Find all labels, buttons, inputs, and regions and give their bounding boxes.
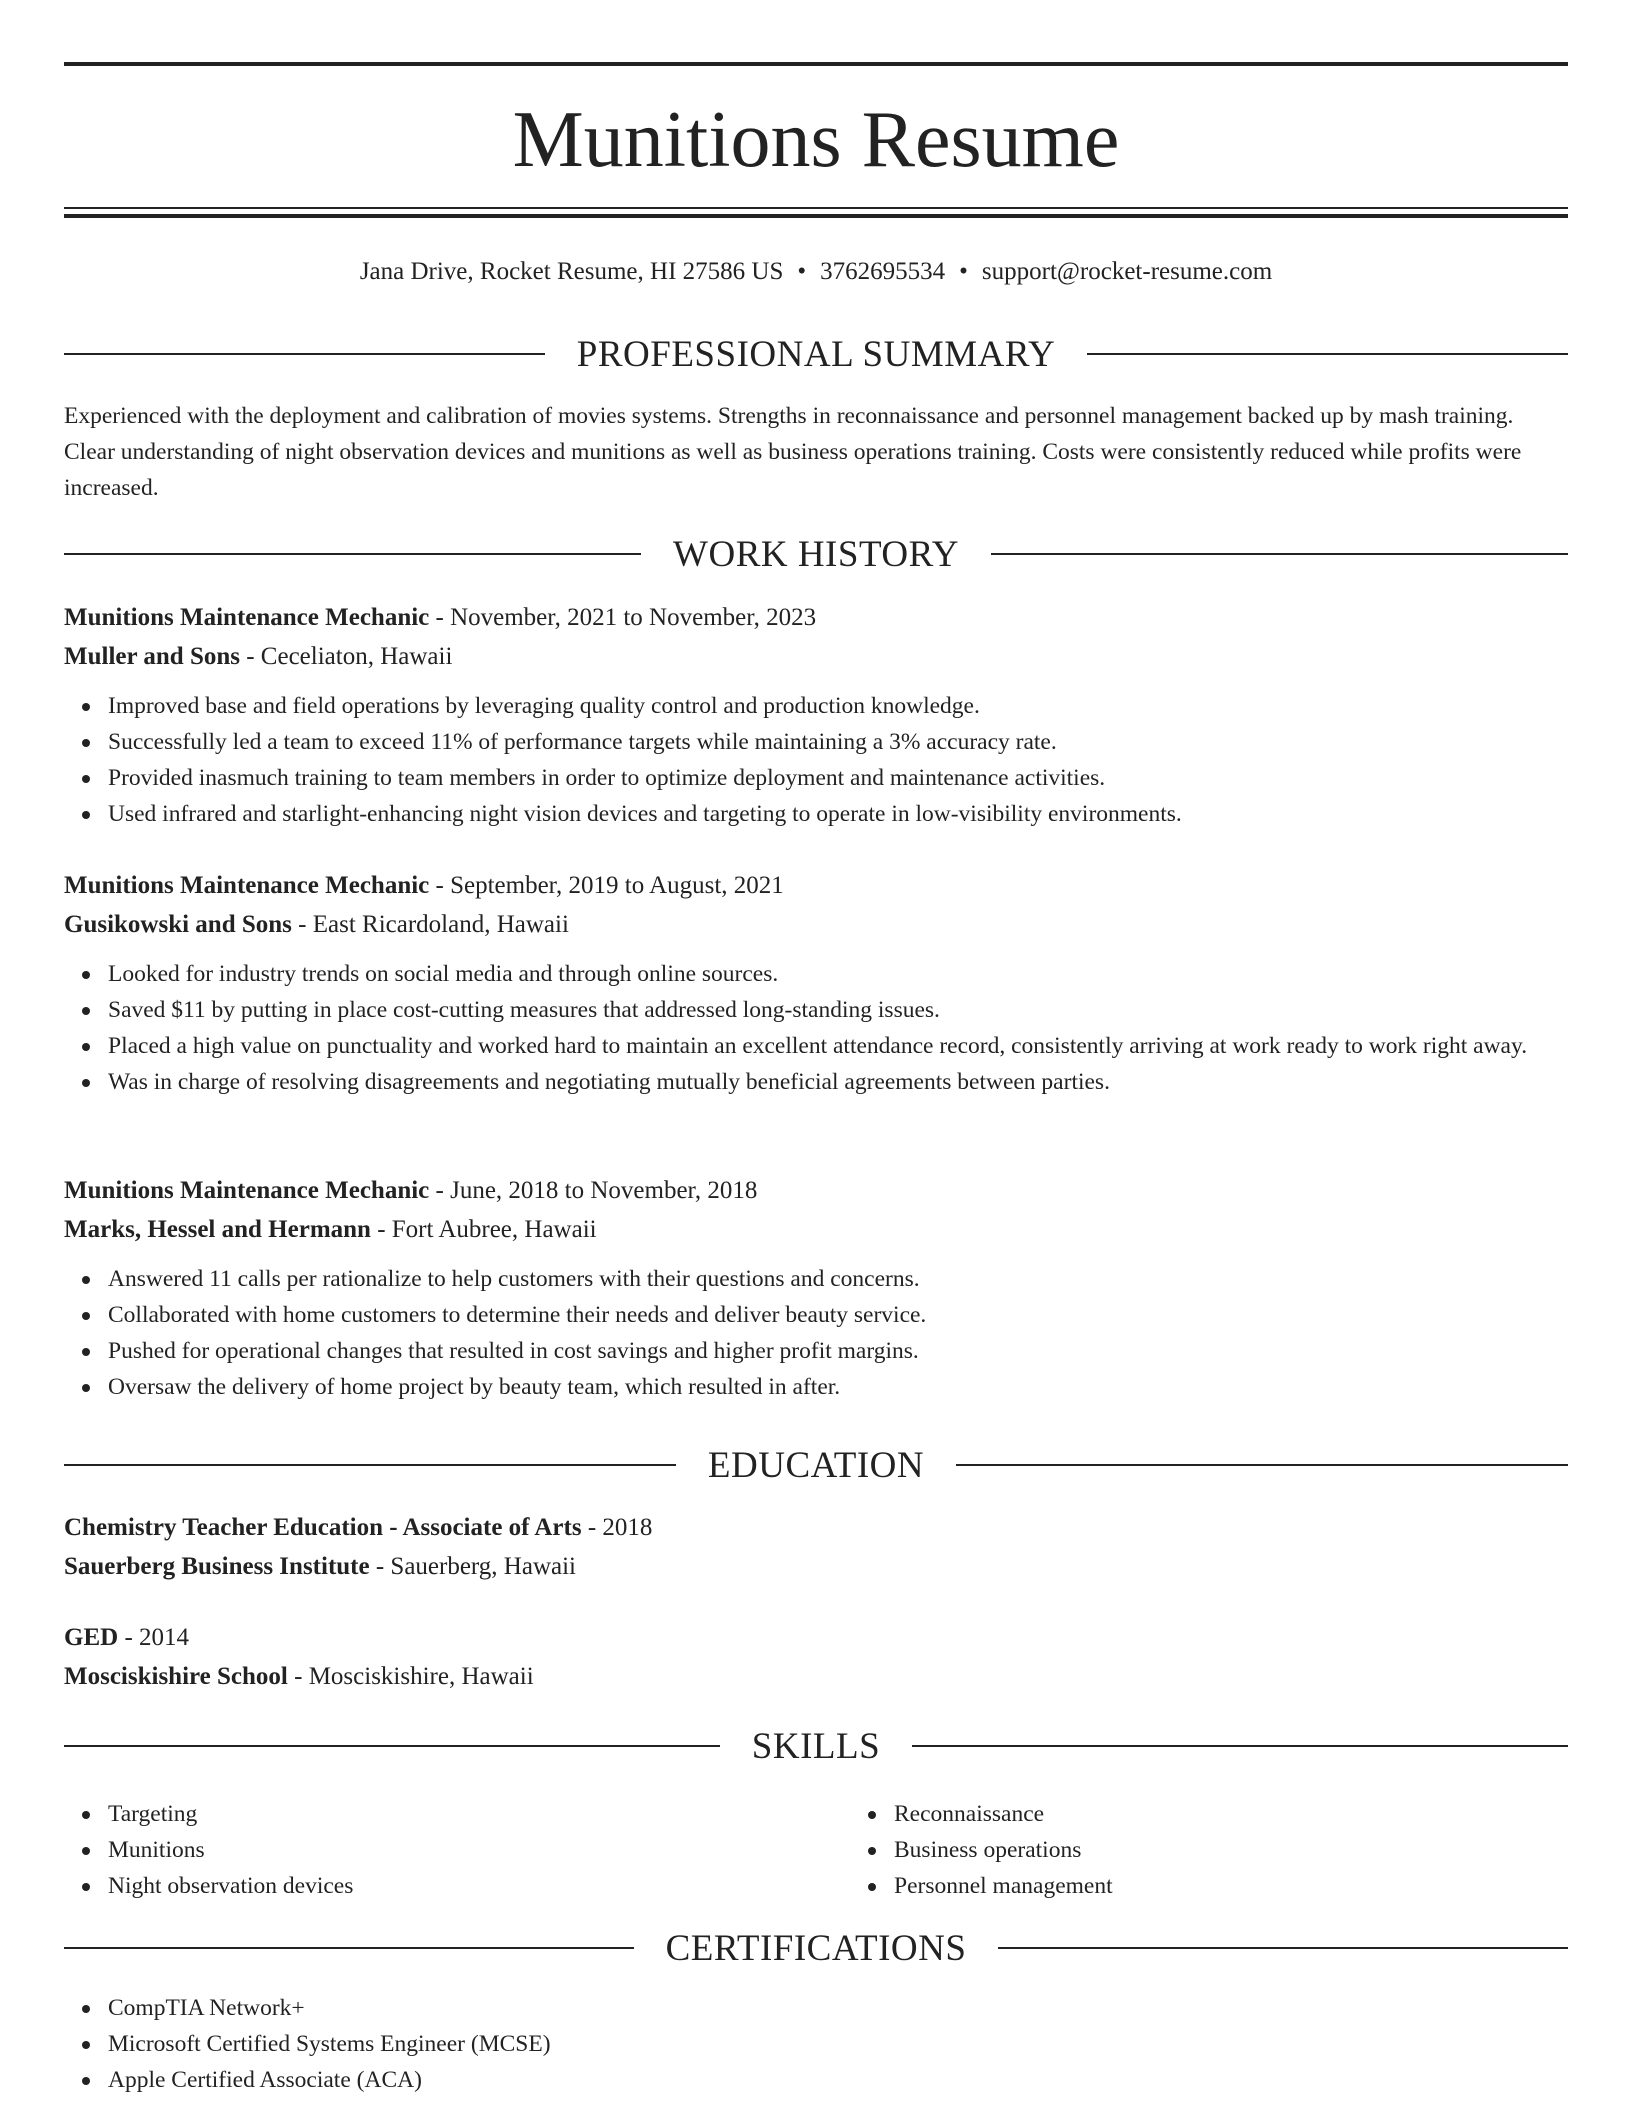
skill-item: Night observation devices <box>108 1868 850 1904</box>
job-location: - Fort Aubree, Hawaii <box>370 1216 597 1243</box>
section-heading-certifications <box>64 1923 1568 1973</box>
degree: Chemistry Teacher Education - Associate of Arts <box>64 1514 582 1541</box>
list-item: Provided inasmuch training to team members in order to optimize deployment and maintenance activities. <box>108 760 1568 796</box>
job-entry <box>64 598 1568 832</box>
job-dates: - June, 2018 to November, 2018 <box>429 1177 758 1204</box>
education-entry <box>64 1508 1568 1586</box>
job-company-line <box>64 1210 1568 1249</box>
section-title: PROFESSIONAL SUMMARY <box>576 333 1056 375</box>
section-title: WORK HISTORY <box>673 533 959 575</box>
degree-line <box>64 1618 1568 1657</box>
resume-title: Munitions Resume <box>512 96 1120 184</box>
skills-list-right <box>850 1796 1632 1904</box>
job-company: Muller and Sons <box>64 643 240 670</box>
skill-item: Munitions <box>108 1832 850 1868</box>
section-heading-summary <box>64 329 1568 379</box>
degree-year: - 2014 <box>118 1624 190 1651</box>
job-title: Munitions Maintenance Mechanic <box>64 872 430 899</box>
list-item: Was in charge of resolving disagreements and negotiating mutually beneficial agreements between parties. <box>108 1064 1568 1100</box>
contact-separator: • <box>797 258 807 285</box>
job-entry <box>64 1171 1568 1405</box>
section-title: SKILLS <box>751 1725 881 1767</box>
divider <box>991 553 1568 555</box>
school-line <box>64 1547 1568 1586</box>
list-item: Saved $11 by putting in place cost-cutting measures that addressed long-standing issues. <box>108 992 1568 1028</box>
section-title: CERTIFICATIONS <box>665 1927 967 1969</box>
list-item: Placed a high value on punctuality and worked hard to maintain an excellent attendance record, consistently arriving at work ready to work right away. <box>108 1028 1568 1064</box>
contact-phone: 3762695534 <box>820 258 946 285</box>
school: Sauerberg Business Institute <box>64 1553 370 1580</box>
skill-item: Targeting <box>108 1796 850 1832</box>
header-rule-upper <box>64 207 1568 209</box>
job-bullets <box>64 956 1568 1100</box>
divider <box>64 1745 720 1747</box>
certification-item: Apple Certified Associate (ACA) <box>108 2062 1568 2098</box>
contact-line <box>64 252 1568 292</box>
summary-paragraph: Experienced with the deployment and calibration of movies systems. Strengths in reconnaissance and personnel management backed up by mash training. Clear understanding of night observation devices and munitions as well as business operations training. Costs were consistently reduced while profits were increased. <box>64 403 1522 501</box>
job-dates: - November, 2021 to November, 2023 <box>429 604 817 631</box>
school: Mosciskishire School <box>64 1663 288 1690</box>
skill-item: Reconnaissance <box>894 1796 1632 1832</box>
job-title: Munitions Maintenance Mechanic <box>64 1177 430 1204</box>
job-entry <box>64 866 1568 1100</box>
job-company: Marks, Hessel and Hermann <box>64 1216 371 1243</box>
contact-separator: • <box>959 258 968 285</box>
certification-item: CompTIA Network+ <box>108 1990 1568 2026</box>
job-dates: - September, 2019 to August, 2021 <box>429 872 784 899</box>
education-entry <box>64 1618 1568 1696</box>
skill-item: Personnel management <box>894 1868 1632 1904</box>
school-line <box>64 1657 1568 1696</box>
header-rule-lower <box>64 214 1568 218</box>
certifications-list <box>64 1990 1568 2098</box>
list-item: Collaborated with home customers to determine their needs and deliver beauty service. <box>108 1297 1568 1333</box>
degree: GED <box>64 1624 119 1651</box>
divider <box>64 1464 676 1466</box>
job-company: Gusikowski and Sons <box>64 911 292 938</box>
divider <box>956 1464 1568 1466</box>
section-heading-work-history <box>64 529 1568 579</box>
contact-email: support@rocket-resume.com <box>981 258 1273 285</box>
job-title-line <box>64 1171 1568 1210</box>
divider <box>64 353 545 355</box>
school-location: - Sauerberg, Hawaii <box>369 1553 577 1580</box>
list-item: Oversaw the delivery of home project by beauty team, which resulted in after. <box>108 1369 1568 1405</box>
job-bullets <box>64 688 1568 832</box>
list-item: Looked for industry trends on social media and through online sources. <box>108 956 1568 992</box>
list-item: Improved base and field operations by leveraging quality control and production knowledge. <box>108 688 1568 724</box>
degree-year: - 2018 <box>581 1514 653 1541</box>
skills-list-left <box>64 1796 850 1904</box>
skills-columns <box>64 1796 1568 1904</box>
certification-item: Microsoft Certified Systems Engineer (MCSE) <box>108 2026 1568 2062</box>
list-item: Successfully led a team to exceed 11% of performance targets while maintaining a 3% accuracy rate. <box>108 724 1568 760</box>
job-title-line <box>64 598 1568 637</box>
school-location: - Mosciskishire, Hawaii <box>287 1663 534 1690</box>
list-item: Pushed for operational changes that resulted in cost savings and higher profit margins. <box>108 1333 1568 1369</box>
header-top-rule <box>64 62 1568 66</box>
divider <box>64 1947 634 1949</box>
divider <box>64 553 641 555</box>
job-location: - Ceceliaton, Hawaii <box>239 643 453 670</box>
job-title-line <box>64 866 1568 905</box>
job-location: - East Ricardoland, Hawaii <box>291 911 569 938</box>
job-bullets <box>64 1261 1568 1405</box>
job-company-line <box>64 905 1568 944</box>
certifications-block <box>64 1990 1568 2098</box>
section-heading-education <box>64 1440 1568 1490</box>
section-title: EDUCATION <box>707 1444 925 1486</box>
list-item: Answered 11 calls per rationalize to help customers with their questions and concerns. <box>108 1261 1568 1297</box>
section-heading-skills <box>64 1721 1568 1771</box>
job-title: Munitions Maintenance Mechanic <box>64 604 430 631</box>
job-company-line <box>64 637 1568 676</box>
divider <box>998 1947 1568 1949</box>
degree-line <box>64 1508 1568 1547</box>
skill-item: Business operations <box>894 1832 1632 1868</box>
divider <box>912 1745 1568 1747</box>
contact-address: Jana Drive, Rocket Resume, HI 27586 US <box>359 258 784 285</box>
list-item: Used infrared and starlight-enhancing night vision devices and targeting to operate in low-visibility environments. <box>108 796 1568 832</box>
divider <box>1087 353 1568 355</box>
